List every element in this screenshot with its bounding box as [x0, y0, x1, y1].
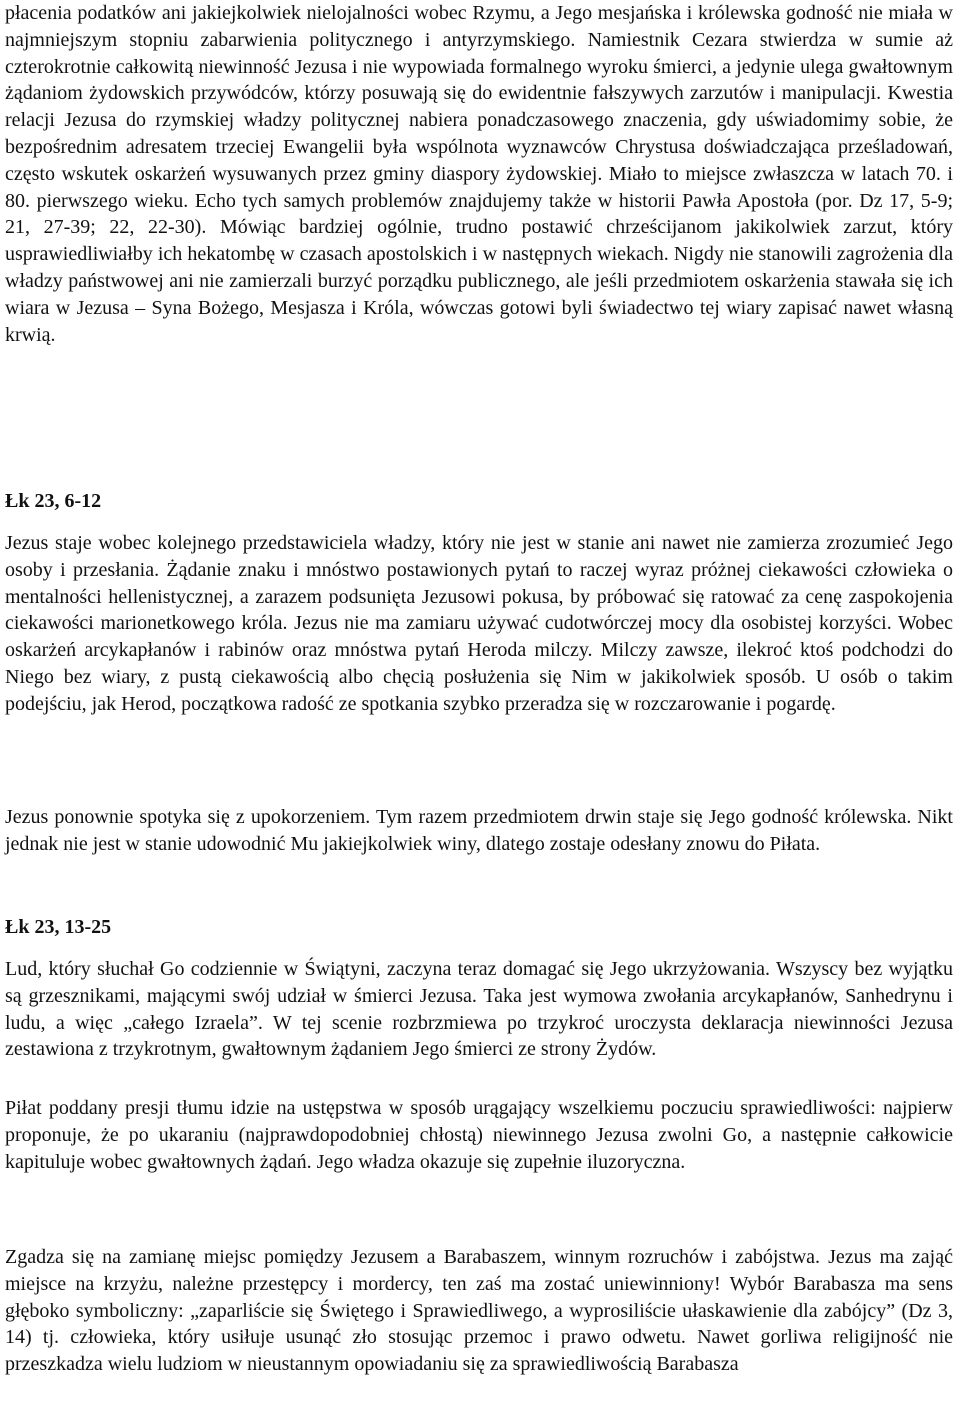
paragraph-1: płacenia podatków ani jakiejkolwiek nielojalności wobec Rzymu, a Jego mesjańska i królewska godność nie miała w najmniejszym stopniu zabarwienia politycznego i antyrzymskiego. Namiestnik Cezara stwierdza w sumie aż czterokrotnie całkowitą niewinność Jezusa i nie wypowiada formalnego wyroku śmierci, a jedynie ulega gwałtownym żądaniom żydowskich przywódców, którzy posuwają się do ewidentnie fałszywych zarzutów i manipulacji. Kwestia relacji Jezusa do rzymskiej władzy politycznej nabiera ponadczasowego znaczenia, gdy uświadomimy sobie, że bezpośrednim adresatem trzeciej Ewangelii była wspólnota wyznawców Chrystusa doświadczająca prześladowań, często wskutek oskarżeń wysuwanych przez gminy diaspory żydowskiej. Miało to miejsce zwłaszcza w latach 70. i 80. pierwszego wieku. Echo tych samych problemów znajdujemy także w historii Pawła Apostoła (por. Dz 17, 5-9; 21, 27-39; 22, 22-30). Mówiąc bardziej ogólnie, trudno postawić chrześcijanom jakikolwiek zarzut, który usprawiedliwiałby ich hekatombę w czasach apostolskich i w następnych wiekach. Nigdy nie stanowili zagrożenia dla władzy państwowej ani nie zamierzali burzyć porządku publicznego, ale jeśli przedmiotem oskarżenia stawała się ich wiara w Jezusa – Syna Bożego, Mesjasza i Króla, wówczas gotowi byli świadectwo tej wiary zapisać nawet własną krwią.	[5, 2, 953, 346]
paragraph-4: Lud, który słuchał Go codziennie w Świątyni, zaczyna teraz domagać się Jego ukrzyżowania. Wszyscy bez wyjątku są grzesznikami, mającymi swój udział w śmierci Jezusa. Taka jest wymowa zwołania arcykapłanów, Sanhedrynu i ludu, a więc „całego Izraela”. W tej scenie rozbrzmiewa po trzykroć uroczysta deklaracja niewinności Jezusa zestawiona z trzykrotnym, gwałtownym żądaniem Jego śmierci ze strony Żydów.	[5, 958, 953, 1061]
paragraph-5: Piłat poddany presji tłumu idzie na ustępstwa w sposób urągający wszelkiemu poczuciu sprawiedliwości: najpierw proponuje, że po ukaraniu (najprawdopodobniej chłostą) niewinnego Jezusa zwolni Go, a następnie całkowicie kapituluje wobec gwałtownych żądań. Jego władza okazuje się zupełnie iluzoryczna.	[5, 1097, 953, 1173]
paragraph-2: Jezus staje wobec kolejnego przedstawiciela władzy, który nie jest w stanie ani nawet nie zamierza zrozumieć Jego osoby i przesłania. Żądanie znaku i mnóstwo postawionych pytań to raczej wyraz próżnej ciekawości człowieka o mentalności hellenistycznej, a zarazem podsunięta Jezusowi pokusa, by próbować się ratować za cenę zaspokojenia ciekawości marionetkowego króla. Jezus nie ma zamiaru używać cudotwórczej mocy dla osobistej korzyści. Wobec oskarżeń arcykapłanów i rabinów oraz mnóstwa pytań Heroda milczy. Milczy zawsze, ilekroć ktoś podchodzi do Niego bez wiary, z pustą ciekawością albo chęcią posłużenia się Nim w jakikolwiek sposób. U osób o takim podejściu, jak Herod, początkowa radość ze spotkania szybko przeradza się w rozczarowanie i pogardę.	[5, 532, 953, 715]
paragraph-3: Jezus ponownie spotyka się z upokorzeniem. Tym razem przedmiotem drwin staje się Jego godność królewska. Nikt jednak nie jest w stanie udowodnić Mu jakiejkolwiek winy, dlatego zostaje odesłany znowu do Piłata.	[5, 806, 953, 855]
paragraph-6: Zgadza się na zamianę miejsc pomiędzy Jezusem a Barabaszem, winnym rozruchów i zabójstwa. Jezus ma zająć miejsce na krzyżu, należne przestępcy i mordercy, ten zaś ma zostać uniewinniony! Wybór Barabasza ma sens głęboko symboliczny: „zaparliście się Świętego i Sprawiedliwego, a wyprosiliście ułaskawienie dla zabójcy” (Dz 3, 14) tj. człowieka, który usiłuje usunąć zło stosując przemoc i prawo odwetu. Nawet gorliwa religijność nie przeszkadza wielu ludziom w nieustannym opowiadaniu się za sprawiedliwością Barabasza	[5, 1246, 953, 1376]
section-heading-luke-23-6-12: Łk 23, 6-12	[5, 490, 102, 512]
section-heading-luke-23-13-25: Łk 23, 13-25	[5, 916, 112, 938]
